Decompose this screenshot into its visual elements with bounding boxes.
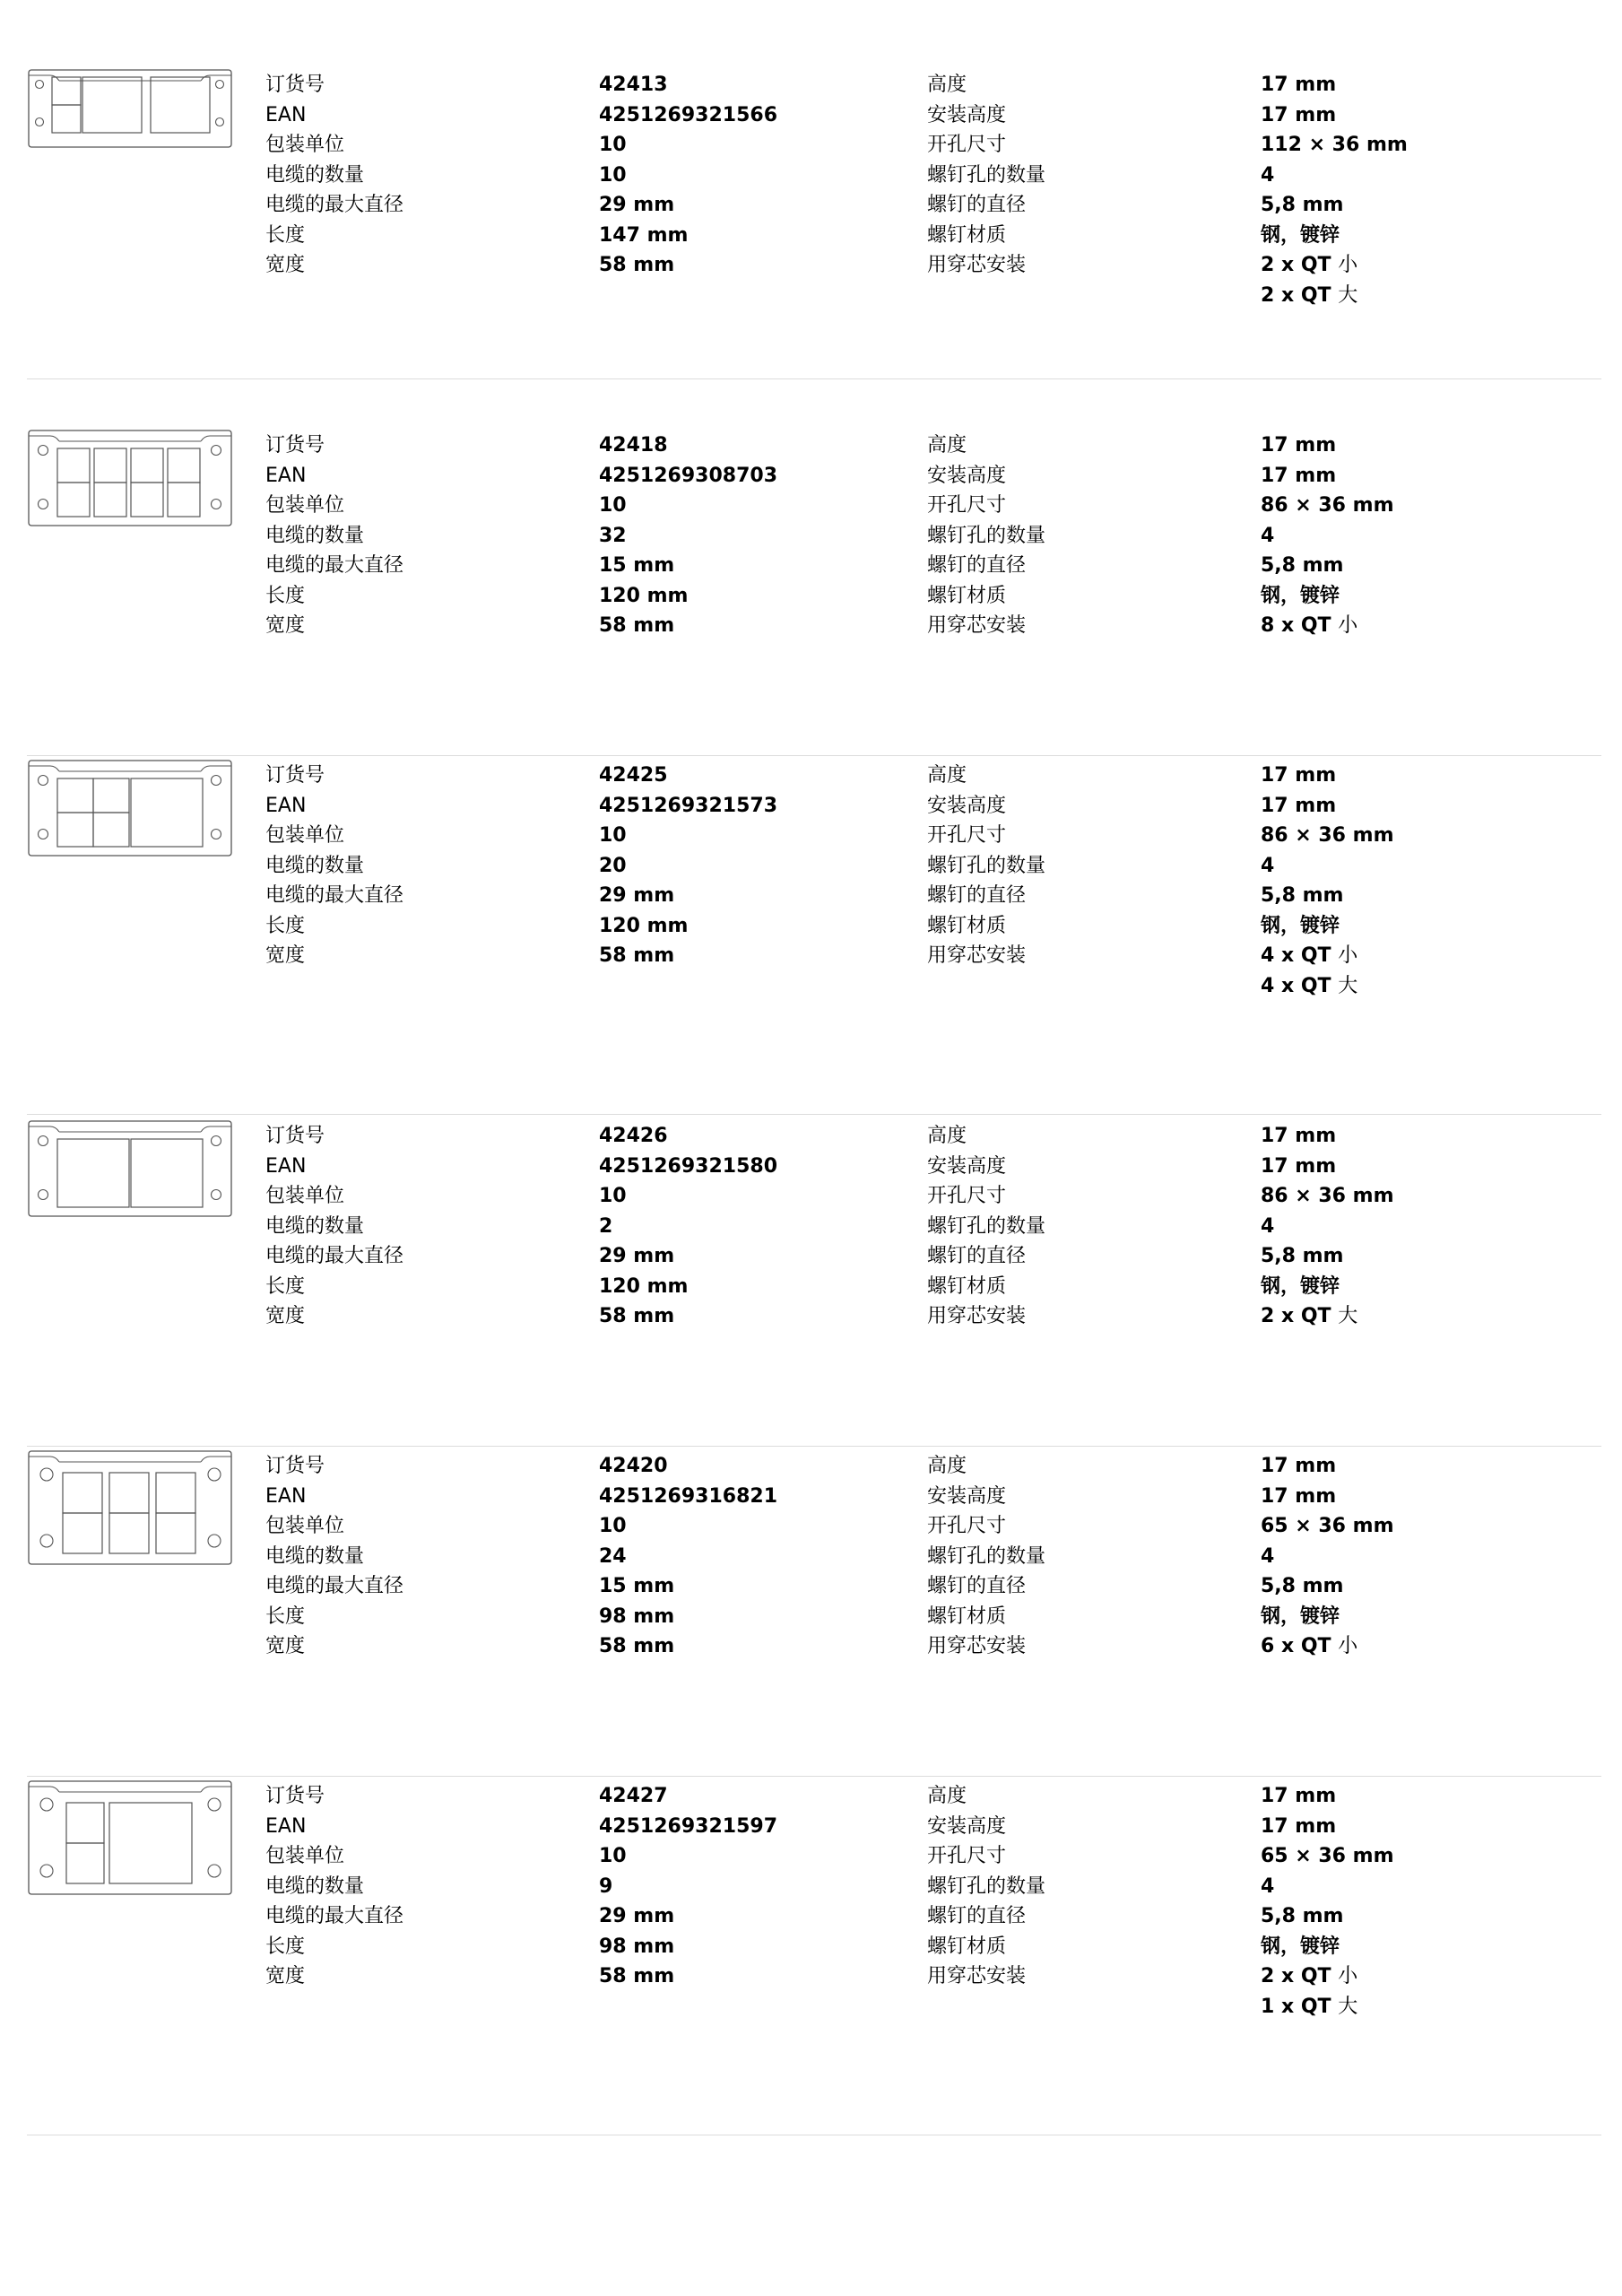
product-drawing xyxy=(27,1116,233,1220)
screw-hole xyxy=(208,1798,221,1811)
spec-label: 宽度 xyxy=(265,1635,306,1657)
cable-port xyxy=(109,1803,192,1883)
spec-label: 螺钉孔的数量 xyxy=(927,163,1046,187)
cable-port xyxy=(156,1513,195,1553)
screw-hole xyxy=(40,1865,53,1877)
frame-4-small-1-large-icon xyxy=(27,755,233,859)
cable-port xyxy=(109,1513,149,1553)
spec-value: 17 mm xyxy=(1261,794,1337,817)
spec-value: 29 mm xyxy=(599,194,675,216)
spec-label: 用穿芯安装 xyxy=(927,1635,1027,1657)
product-drawing xyxy=(27,425,233,529)
cable-port xyxy=(131,778,203,847)
cable-port xyxy=(131,483,163,517)
spec-label: EAN xyxy=(265,1814,307,1838)
product-entry xyxy=(27,755,1601,1115)
spec-value: 4 xyxy=(1261,1874,1275,1898)
spec-label: 螺钉材质 xyxy=(927,1605,1007,1628)
screw-hole xyxy=(212,1190,221,1200)
spec-value: 42413 xyxy=(599,74,668,96)
insert-size: 小 xyxy=(1338,1965,1358,1987)
spec-value: 4251269321580 xyxy=(599,1154,777,1178)
product-entry xyxy=(27,425,1601,756)
cable-port xyxy=(57,813,93,847)
spec-label: 宽度 xyxy=(265,614,306,637)
spec-value: 10 xyxy=(599,163,627,187)
spec-value: 58 mm xyxy=(599,944,675,967)
spec-labels-left xyxy=(265,70,403,281)
screw-hole xyxy=(40,1798,53,1811)
cable-port xyxy=(52,77,81,105)
insert-size: 小 xyxy=(1338,614,1358,637)
spec-label: 用穿芯安装 xyxy=(927,944,1027,967)
spec-label: 安装高度 xyxy=(927,1484,1007,1508)
spec-value: 42426 xyxy=(599,1125,668,1147)
spec-value: 17 mm xyxy=(1261,74,1337,96)
spec-value: 42425 xyxy=(599,764,668,787)
spec-label: 电缆的最大直径 xyxy=(265,194,404,216)
spec-value: 5,8 mm xyxy=(1261,554,1344,577)
spec-value: 钢，镀锌 xyxy=(1261,1605,1340,1628)
spec-label: 长度 xyxy=(265,914,306,937)
spec-label: 安装高度 xyxy=(927,794,1007,817)
spec-labels-right xyxy=(927,1781,1045,1992)
spec-value: 4 xyxy=(1261,1544,1275,1568)
spec-label: 包装单位 xyxy=(265,494,345,517)
frame-outline xyxy=(29,1781,231,1894)
spec-value: 4251269316821 xyxy=(599,1484,777,1508)
spec-value: 42418 xyxy=(599,434,668,457)
spec-value: 58 mm xyxy=(599,1965,675,1987)
spec-label: 开孔尺寸 xyxy=(927,1515,1007,1537)
insert-spec xyxy=(1261,250,1408,281)
spec-label: 宽度 xyxy=(265,1305,306,1327)
spec-label: 开孔尺寸 xyxy=(927,1185,1007,1207)
frame-2-large-icon xyxy=(27,1116,233,1220)
spec-label: 安装高度 xyxy=(927,1154,1007,1178)
spec-label: 用穿芯安装 xyxy=(927,614,1027,637)
spec-value: 17 mm xyxy=(1261,103,1337,126)
spec-label: 包装单位 xyxy=(265,134,345,156)
cable-port xyxy=(94,448,126,483)
spec-value: 5,8 mm xyxy=(1261,1245,1344,1267)
spec-value: 147 mm xyxy=(599,223,689,247)
screw-hole xyxy=(40,1535,53,1547)
spec-value: 17 mm xyxy=(1261,464,1337,487)
spec-label: 订货号 xyxy=(265,764,325,787)
spec-label: 电缆的最大直径 xyxy=(265,1245,404,1267)
spec-value: 5,8 mm xyxy=(1261,1575,1344,1597)
cable-port xyxy=(66,1803,104,1843)
spec-value: 98 mm xyxy=(599,1605,675,1628)
spec-label: 长度 xyxy=(265,223,306,247)
spec-value: 10 xyxy=(599,1845,627,1867)
spec-value: 29 mm xyxy=(599,1905,675,1927)
spec-label: 用穿芯安装 xyxy=(927,254,1027,276)
spec-value: 32 xyxy=(599,524,627,547)
frame-1-small-pair-2-large-icon xyxy=(27,65,233,151)
spec-label: 开孔尺寸 xyxy=(927,494,1007,517)
insert-size: 大 xyxy=(1338,283,1358,307)
frame-flange-line xyxy=(29,1457,231,1462)
cable-port xyxy=(57,778,93,813)
insert-size: 大 xyxy=(1338,974,1358,997)
insert-spec xyxy=(1261,1992,1394,2022)
spec-value: 4251269321597 xyxy=(599,1814,777,1838)
screw-hole xyxy=(39,500,48,509)
spec-labels-right xyxy=(927,430,1045,641)
product-drawing xyxy=(27,755,233,859)
frame-8-small-icon xyxy=(27,425,233,529)
spec-value: 86 × 36 mm xyxy=(1261,824,1394,847)
product-drawing xyxy=(27,65,233,151)
spec-values-left xyxy=(599,761,777,971)
spec-value: 17 mm xyxy=(1261,1814,1337,1838)
insert-spec xyxy=(1261,971,1394,1002)
cable-port xyxy=(57,483,90,517)
spec-value: 58 mm xyxy=(599,1635,675,1657)
spec-label: 电缆的数量 xyxy=(265,163,365,187)
spec-label: 宽度 xyxy=(265,254,306,276)
spec-values-left xyxy=(599,1121,777,1332)
spec-label: 螺钉材质 xyxy=(927,1935,1007,1958)
spec-values-left xyxy=(599,430,777,641)
spec-label: 用穿芯安装 xyxy=(927,1305,1027,1327)
screw-hole xyxy=(40,1468,53,1481)
frame-2-small-1-large-icon xyxy=(27,1776,233,1898)
spec-labels-left xyxy=(265,761,403,971)
spec-label: 电缆的最大直径 xyxy=(265,1905,404,1927)
spec-label: 高度 xyxy=(927,1125,967,1147)
spec-label: 订货号 xyxy=(265,1125,325,1147)
cable-port xyxy=(94,483,126,517)
spec-value: 10 xyxy=(599,494,627,517)
spec-labels-right xyxy=(927,761,1045,971)
spec-label: 高度 xyxy=(927,764,967,787)
frame-6-small-icon xyxy=(27,1446,233,1568)
spec-label: 订货号 xyxy=(265,74,325,96)
spec-label: 螺钉孔的数量 xyxy=(927,1544,1046,1568)
spec-labels-left xyxy=(265,1121,403,1332)
spec-label: 螺钉孔的数量 xyxy=(927,1214,1046,1238)
spec-label: 电缆的数量 xyxy=(265,1544,365,1568)
insert-qty: 2 x QT xyxy=(1261,254,1331,276)
spec-value: 钢，镀锌 xyxy=(1261,1274,1340,1298)
spec-label: 电缆的数量 xyxy=(265,524,365,547)
spec-value: 17 mm xyxy=(1261,1484,1337,1508)
spec-label: 订货号 xyxy=(265,434,325,457)
spec-label: EAN xyxy=(265,794,307,817)
spec-value: 钢，镀锌 xyxy=(1261,1935,1340,1958)
spec-label: 高度 xyxy=(927,1785,967,1807)
cable-port xyxy=(57,448,90,483)
spec-label: 电缆的最大直径 xyxy=(265,554,404,577)
frame-flange-line xyxy=(29,1126,231,1132)
screw-hole xyxy=(216,118,224,126)
spec-values-right xyxy=(1261,1781,1394,2022)
spec-value: 10 xyxy=(599,134,627,156)
spec-label: 电缆的数量 xyxy=(265,854,365,877)
screw-hole xyxy=(212,500,221,509)
spec-label: 高度 xyxy=(927,1455,967,1477)
spec-label: 电缆的数量 xyxy=(265,1214,365,1238)
frame-flange-line xyxy=(29,766,231,771)
spec-value: 15 mm xyxy=(599,554,675,577)
spec-value: 10 xyxy=(599,1185,627,1207)
spec-value: 5,8 mm xyxy=(1261,884,1344,907)
spec-value: 钢，镀锌 xyxy=(1261,914,1340,937)
insert-qty: 1 x QT xyxy=(1261,1995,1331,2018)
spec-value: 20 xyxy=(599,854,627,877)
spec-value: 58 mm xyxy=(599,614,675,637)
spec-label: EAN xyxy=(265,1484,307,1508)
cable-port xyxy=(168,483,200,517)
spec-label: 螺钉的直径 xyxy=(927,194,1027,216)
spec-value: 4 xyxy=(1261,854,1275,877)
spec-labels-right xyxy=(927,70,1045,281)
insert-size: 大 xyxy=(1338,1305,1358,1327)
spec-label: 长度 xyxy=(265,1935,306,1958)
spec-values-left xyxy=(599,1451,777,1662)
spec-labels-left xyxy=(265,1451,403,1662)
cable-port xyxy=(156,1473,195,1513)
cable-port xyxy=(131,1139,203,1207)
spec-value: 42427 xyxy=(599,1785,668,1807)
spec-label: 用穿芯安装 xyxy=(927,1965,1027,1987)
spec-label: 螺钉的直径 xyxy=(927,1575,1027,1597)
spec-value: 4 xyxy=(1261,524,1275,547)
spec-label: EAN xyxy=(265,1154,307,1178)
insert-qty: 4 x QT xyxy=(1261,974,1331,997)
screw-hole xyxy=(216,81,224,89)
spec-value: 17 mm xyxy=(1261,1455,1337,1477)
spec-label: 安装高度 xyxy=(927,1814,1007,1838)
screw-hole xyxy=(39,776,48,786)
spec-value: 86 × 36 mm xyxy=(1261,1185,1394,1207)
cable-port xyxy=(52,105,81,133)
cable-port xyxy=(63,1473,102,1513)
insert-qty: 2 x QT xyxy=(1261,283,1331,307)
insert-size: 大 xyxy=(1338,1995,1358,2018)
cable-port xyxy=(82,77,142,133)
spec-values-right xyxy=(1261,430,1394,641)
cable-port xyxy=(151,77,210,133)
spec-value: 2 xyxy=(599,1214,613,1238)
insert-qty: 2 x QT xyxy=(1261,1305,1331,1327)
spec-value: 10 xyxy=(599,1515,627,1537)
spec-label: 安装高度 xyxy=(927,464,1007,487)
screw-hole xyxy=(36,81,44,89)
screw-hole xyxy=(208,1865,221,1877)
spec-value: 98 mm xyxy=(599,1935,675,1958)
screw-hole xyxy=(212,776,221,786)
spec-label: 包装单位 xyxy=(265,1185,345,1207)
spec-values-left xyxy=(599,1781,777,1992)
spec-label: 宽度 xyxy=(265,944,306,967)
spec-value: 29 mm xyxy=(599,884,675,907)
screw-hole xyxy=(212,830,221,839)
spec-value: 钢，镀锌 xyxy=(1261,584,1340,607)
spec-value: 112 × 36 mm xyxy=(1261,134,1408,156)
product-entry xyxy=(27,1446,1601,1777)
cable-port xyxy=(93,778,129,813)
spec-value: 42420 xyxy=(599,1455,668,1477)
spec-values-right xyxy=(1261,70,1408,310)
spec-label: EAN xyxy=(265,103,307,126)
screw-hole xyxy=(208,1468,221,1481)
frame-outline xyxy=(29,1121,231,1216)
cable-port xyxy=(57,1139,129,1207)
product-drawing xyxy=(27,1776,233,1898)
spec-value: 65 × 36 mm xyxy=(1261,1515,1394,1537)
spec-labels-right xyxy=(927,1451,1045,1662)
frame-outline xyxy=(29,761,231,856)
spec-value: 4251269321566 xyxy=(599,103,777,126)
spec-values-right xyxy=(1261,1121,1394,1332)
insert-size: 小 xyxy=(1338,254,1358,276)
spec-value: 17 mm xyxy=(1261,1154,1337,1178)
cable-port xyxy=(109,1473,149,1513)
insert-spec xyxy=(1261,1961,1394,1992)
insert-spec xyxy=(1261,1631,1394,1662)
spec-labels-left xyxy=(265,430,403,641)
product-drawing xyxy=(27,1446,233,1568)
spec-label: 长度 xyxy=(265,1605,306,1628)
spec-label: 螺钉孔的数量 xyxy=(927,1874,1046,1898)
spec-label: 开孔尺寸 xyxy=(927,1845,1007,1867)
screw-hole xyxy=(212,1136,221,1146)
spec-label: 包装单位 xyxy=(265,1845,345,1867)
screw-hole xyxy=(39,1190,48,1200)
spec-labels-right xyxy=(927,1121,1045,1332)
spec-value: 120 mm xyxy=(599,584,689,607)
spec-value: 17 mm xyxy=(1261,764,1337,787)
spec-label: 螺钉材质 xyxy=(927,914,1007,937)
spec-label: 开孔尺寸 xyxy=(927,134,1007,156)
spec-value: 4 xyxy=(1261,163,1275,187)
product-entry xyxy=(27,1776,1601,2135)
spec-label: 螺钉材质 xyxy=(927,1274,1007,1298)
spec-label: 高度 xyxy=(927,434,967,457)
cable-port xyxy=(168,448,200,483)
insert-spec xyxy=(1261,611,1394,641)
spec-label: 包装单位 xyxy=(265,824,345,847)
insert-spec xyxy=(1261,1301,1394,1332)
product-entry xyxy=(27,65,1601,379)
spec-value: 15 mm xyxy=(599,1575,675,1597)
frame-outline xyxy=(29,1451,231,1564)
spec-value: 120 mm xyxy=(599,1274,689,1298)
spec-labels-left xyxy=(265,1781,403,1992)
insert-qty: 4 x QT xyxy=(1261,944,1331,967)
spec-value: 17 mm xyxy=(1261,434,1337,457)
cable-port xyxy=(63,1513,102,1553)
spec-label: 螺钉孔的数量 xyxy=(927,854,1046,877)
spec-label: 订货号 xyxy=(265,1785,325,1807)
spec-values-right xyxy=(1261,761,1394,1001)
spec-label: 订货号 xyxy=(265,1455,325,1477)
spec-value: 29 mm xyxy=(599,1245,675,1267)
spec-value: 86 × 36 mm xyxy=(1261,494,1394,517)
spec-value: 17 mm xyxy=(1261,1125,1337,1147)
cable-port xyxy=(131,448,163,483)
spec-label: 螺钉材质 xyxy=(927,584,1007,607)
screw-hole xyxy=(36,118,44,126)
spec-value: 4251269321573 xyxy=(599,794,777,817)
spec-label: 螺钉材质 xyxy=(927,223,1007,247)
frame-flange-line xyxy=(29,1787,231,1792)
spec-label: 开孔尺寸 xyxy=(927,824,1007,847)
cable-port xyxy=(93,813,129,847)
spec-label: 螺钉的直径 xyxy=(927,1905,1027,1927)
insert-qty: 2 x QT xyxy=(1261,1965,1331,1987)
frame-outline xyxy=(29,70,231,147)
product-entry xyxy=(27,1116,1601,1447)
spec-value: 58 mm xyxy=(599,254,675,276)
insert-size: 小 xyxy=(1338,1635,1358,1657)
frame-flange-line xyxy=(29,75,231,81)
spec-value: 65 × 36 mm xyxy=(1261,1845,1394,1867)
screw-hole xyxy=(208,1535,221,1547)
spec-label: 电缆的最大直径 xyxy=(265,1575,404,1597)
spec-value: 5,8 mm xyxy=(1261,194,1344,216)
spec-values-right xyxy=(1261,1451,1394,1662)
spec-value: 24 xyxy=(599,1544,627,1568)
spec-value: 9 xyxy=(599,1874,613,1898)
insert-size: 小 xyxy=(1338,944,1358,967)
spec-value: 10 xyxy=(599,824,627,847)
spec-label: 长度 xyxy=(265,1274,306,1298)
spec-label: EAN xyxy=(265,464,307,487)
spec-label: 电缆的最大直径 xyxy=(265,884,404,907)
spec-label: 安装高度 xyxy=(927,103,1007,126)
screw-hole xyxy=(212,446,221,456)
insert-spec xyxy=(1261,281,1408,311)
spec-label: 电缆的数量 xyxy=(265,1874,365,1898)
frame-outline xyxy=(29,430,231,526)
spec-label: 螺钉的直径 xyxy=(927,884,1027,907)
spec-label: 螺钉孔的数量 xyxy=(927,524,1046,547)
spec-value: 5,8 mm xyxy=(1261,1905,1344,1927)
cable-port xyxy=(66,1843,104,1883)
screw-hole xyxy=(39,446,48,456)
spec-label: 螺钉的直径 xyxy=(927,1245,1027,1267)
spec-values-left xyxy=(599,70,777,281)
insert-qty: 6 x QT xyxy=(1261,1635,1331,1657)
screw-hole xyxy=(39,830,48,839)
spec-label: 包装单位 xyxy=(265,1515,345,1537)
spec-value: 17 mm xyxy=(1261,1785,1337,1807)
insert-spec xyxy=(1261,941,1394,971)
spec-value: 钢，镀锌 xyxy=(1261,223,1340,247)
spec-value: 58 mm xyxy=(599,1305,675,1327)
screw-hole xyxy=(39,1136,48,1146)
spec-label: 宽度 xyxy=(265,1965,306,1987)
spec-value: 4 xyxy=(1261,1214,1275,1238)
spec-label: 螺钉的直径 xyxy=(927,554,1027,577)
spec-value: 120 mm xyxy=(599,914,689,937)
spec-value: 4251269308703 xyxy=(599,464,777,487)
spec-label: 高度 xyxy=(927,74,967,96)
frame-flange-line xyxy=(29,436,231,441)
insert-qty: 8 x QT xyxy=(1261,614,1331,637)
spec-label: 长度 xyxy=(265,584,306,607)
